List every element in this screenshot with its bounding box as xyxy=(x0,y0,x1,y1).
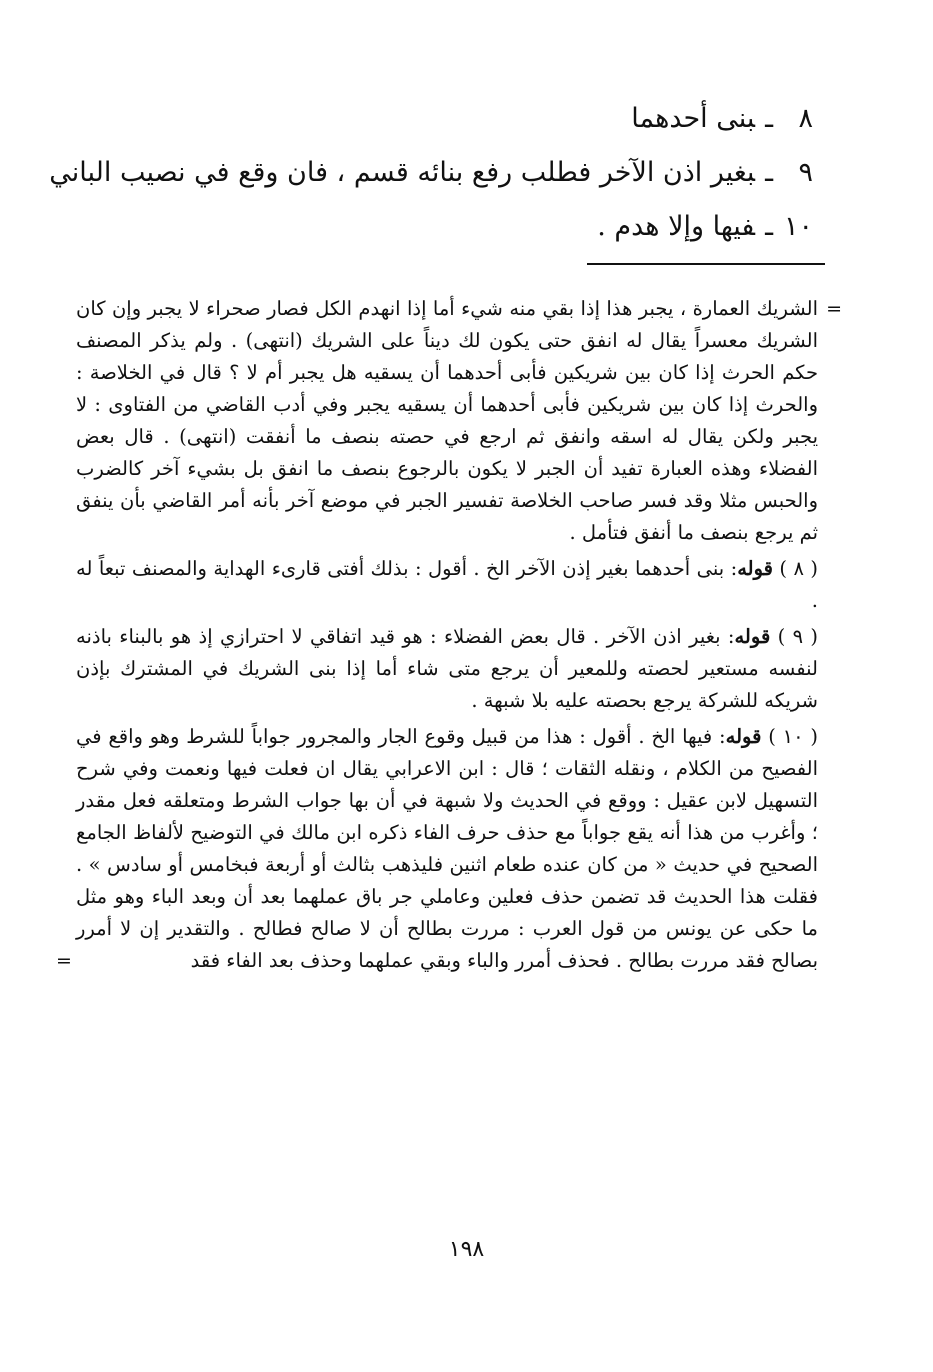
page-number: ١٩٨ xyxy=(448,1237,485,1262)
note-label: قوله xyxy=(725,725,762,748)
line-text: بنى أحدهما xyxy=(631,103,756,134)
main-line-8 xyxy=(93,92,813,146)
line-number: ٩ xyxy=(798,157,813,188)
note-10 xyxy=(56,721,818,977)
note-9 xyxy=(76,621,818,717)
main-line-10 xyxy=(93,200,813,254)
line-text: فيها وإلا هدم . xyxy=(597,211,756,242)
note-text: : فيها الخ . أقول : هذا من قبيل وقوع الجار والمجرور جواباً للشرط وهو واقع في الفصيح من الكلام ، ونقله الثقات ؛ قال : ابن الاعرابي يقال ان فعلت فيها ونعمت وفي شرح التسهيل لابن عقيل : ووقع في الحديث ولا شبهة في أن بها جواب الشرط ومتعلقه فعل مقدر ؛ وأغرب من هذا أنه يقع جواباً مع حذف حرف الفاء ذكره ابن مالك في التوضيح لألفاظ الجامع الصحيح في حديث « من كان عنده طعام اثنين فليذهب بثالث أو أربعة فبخامس أو سادس » . فقلت هذا الحديث قد تضمن حذف فعلين وعاملي جر باق عملهما بعد أن وبعد الباء وهو مثل ما حكى عن يونس من قول العرب : مررت بطالح أن لا صالح فطالح . والتقدير إن لا أمرر بصالح فقد مررت بطالح . فحذف أمرر والباء وبقي عملهما وحذف بعد الفاء فقد xyxy=(76,725,818,972)
note-paragraph xyxy=(76,553,818,617)
note-text: الشريك العمارة ، يجبر هذا إذا بقي منه شيء أما إذا انهدم الكل فصار صحراء لا يجبر وإن كان الشريك معسراً يقال له انفق حتى يكون لك ديناً على الشريك (انتهى) . ولم يذكر المصنف حكم الحرث إذا كان بين شريكين فأبى أحدهما أن يسقيه هل يجبر أم لا ؟ قال في الخلاصة : والحرث إذا كان بين شريكين فأبى أحدهما أن يسقيه يجبر وفي أدب القاضي من الفتاوى : لا يجبر ولكن يقال له اسقه وانفق ثم ارجع في حصته بنصف ما أنفقت (انتهى) . قال بعض الفضلاء وهذه العبارة تفيد أن الجبر لا يكون بالرجوع بنصف ما انفق بل بشيء آخر كالضرب والحبس مثلا وقد فسر صاحب الخلاصة تفسير الجبر في موضع آخر بأنه أمر القاضي بأن ينفق ثم يرجع بنصف ما أنفق فتأمل . xyxy=(76,297,818,544)
line-text: بغير اذن الآخر فطلب رفع بنائه قسم ، فان وقع في نصيب الباني xyxy=(49,157,756,188)
note-number: ( ٩ ) xyxy=(777,625,818,648)
main-text xyxy=(49,92,813,254)
dash: ـ xyxy=(765,211,773,242)
note-label: قوله xyxy=(734,625,771,648)
line-number: ٨ xyxy=(798,103,813,134)
dash: ـ xyxy=(765,157,773,188)
footnote-separator xyxy=(587,263,825,265)
note-number: ( ٨ ) xyxy=(779,557,818,580)
continuation-mark: = xyxy=(56,950,72,972)
note-text: : بنى أحدهما بغير إذن الآخر الخ . أقول : بذلك أفتى قارىء الهداية والمصنف تبعاً له . xyxy=(76,557,818,612)
note-label: قوله xyxy=(737,557,773,580)
note-paragraph xyxy=(76,621,818,717)
main-line-9 xyxy=(49,146,813,200)
note-8 xyxy=(76,553,818,617)
note-paragraph xyxy=(76,721,818,977)
dash: ـ xyxy=(765,103,773,134)
note-continued xyxy=(76,293,842,549)
note-number: ( ١٠ ) xyxy=(768,725,818,748)
note-text: : بغير اذن الآخر . قال بعض الفضلاء : هو قيد اتفاقي لا احترازي إذ هو بالبناء باذنه لنفسه مستعير لحصته وللمعير أن يرجع متى شاء أما إذا بنى الشريك في المشترك بإذن شريكه للشركة يرجع بحصته عليه بلا شبهة . xyxy=(76,625,818,712)
footnotes xyxy=(56,293,842,977)
line-number: ١٠ xyxy=(783,211,813,242)
continuation-mark: = xyxy=(826,298,842,320)
